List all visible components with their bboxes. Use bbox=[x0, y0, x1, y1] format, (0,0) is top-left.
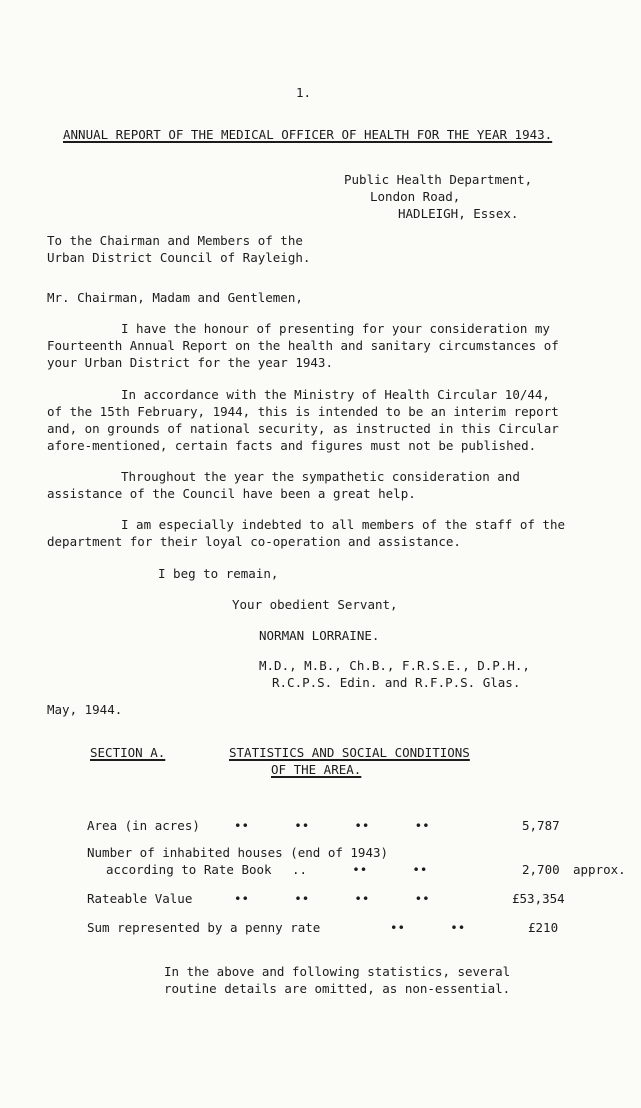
statistic-value: 5,787 bbox=[522, 818, 560, 833]
paragraph-line: of the 15th February, 1944, this is intended to be an interim report bbox=[47, 404, 559, 419]
paragraph-line: Fourteenth Annual Report on the health and sanitary circumstances of bbox=[47, 338, 559, 353]
statistic-label: Sum represented by a penny rate bbox=[87, 920, 321, 935]
section-label: SECTION A. bbox=[90, 745, 166, 760]
paragraph-line: department for their loyal co-operation and assistance. bbox=[47, 534, 461, 549]
statistic-value: 2,700 bbox=[522, 862, 560, 877]
address-line: HADLEIGH, Essex. bbox=[398, 206, 519, 221]
leader-dots: •• •• •• •• bbox=[234, 818, 430, 833]
addressee-line: Urban District Council of Rayleigh. bbox=[47, 250, 311, 265]
statistic-label: Area (in acres) bbox=[87, 818, 200, 833]
paragraph-line: assistance of the Council have been a great help. bbox=[47, 486, 416, 501]
statistic-label: Rateable Value bbox=[87, 891, 193, 906]
statistic-value: £53,354 bbox=[512, 891, 565, 906]
closing-line: I beg to remain, bbox=[158, 566, 279, 581]
address-line: Public Health Department, bbox=[344, 172, 533, 187]
paragraph-line: afore-mentioned, certain facts and figures must not be published. bbox=[47, 438, 537, 453]
leader-dots: •• •• bbox=[390, 920, 466, 935]
section-heading: STATISTICS AND SOCIAL CONDITIONS bbox=[229, 745, 470, 760]
salutation: Mr. Chairman, Madam and Gentlemen, bbox=[47, 290, 303, 305]
paragraph-line: Throughout the year the sympathetic consideration and bbox=[121, 469, 520, 484]
closing-line: Your obedient Servant, bbox=[232, 597, 398, 612]
signatory-qualifications: M.D., M.B., Ch.B., F.R.S.E., D.P.H., bbox=[259, 658, 530, 673]
page-number: 1. bbox=[296, 85, 312, 100]
paragraph-line: I have the honour of presenting for your consideration my bbox=[121, 321, 550, 336]
signatory-name: NORMAN LORRAINE. bbox=[259, 628, 380, 643]
letter-date: May, 1944. bbox=[47, 702, 123, 717]
addressee-line: To the Chairman and Members of the bbox=[47, 233, 303, 248]
statistic-label: according to Rate Book bbox=[106, 862, 272, 877]
report-title: ANNUAL REPORT OF THE MEDICAL OFFICER OF HEALTH FOR THE YEAR 1943. bbox=[63, 127, 553, 142]
signatory-qualifications: R.C.P.S. Edin. and R.F.P.S. Glas. bbox=[272, 675, 521, 690]
statistic-note: approx. bbox=[573, 862, 626, 877]
paragraph-line: In accordance with the Ministry of Health Circular 10/44, bbox=[121, 387, 550, 402]
statistic-label: Number of inhabited houses (end of 1943) bbox=[87, 845, 389, 860]
footnote-line: In the above and following statistics, several bbox=[164, 964, 511, 979]
leader-dots: •• •• •• •• bbox=[234, 891, 430, 906]
statistic-value: £210 bbox=[528, 920, 559, 935]
section-heading: OF THE AREA. bbox=[271, 762, 362, 777]
paragraph-line: and, on grounds of national security, as instructed in this Circular bbox=[47, 421, 559, 436]
paragraph-line: I am especially indebted to all members of the staff of the bbox=[121, 517, 566, 532]
paragraph-line: your Urban District for the year 1943. bbox=[47, 355, 333, 370]
leader-dots: .. •• •• bbox=[292, 862, 428, 877]
footnote-line: routine details are omitted, as non-essential. bbox=[164, 981, 511, 996]
address-line: London Road, bbox=[370, 189, 461, 204]
